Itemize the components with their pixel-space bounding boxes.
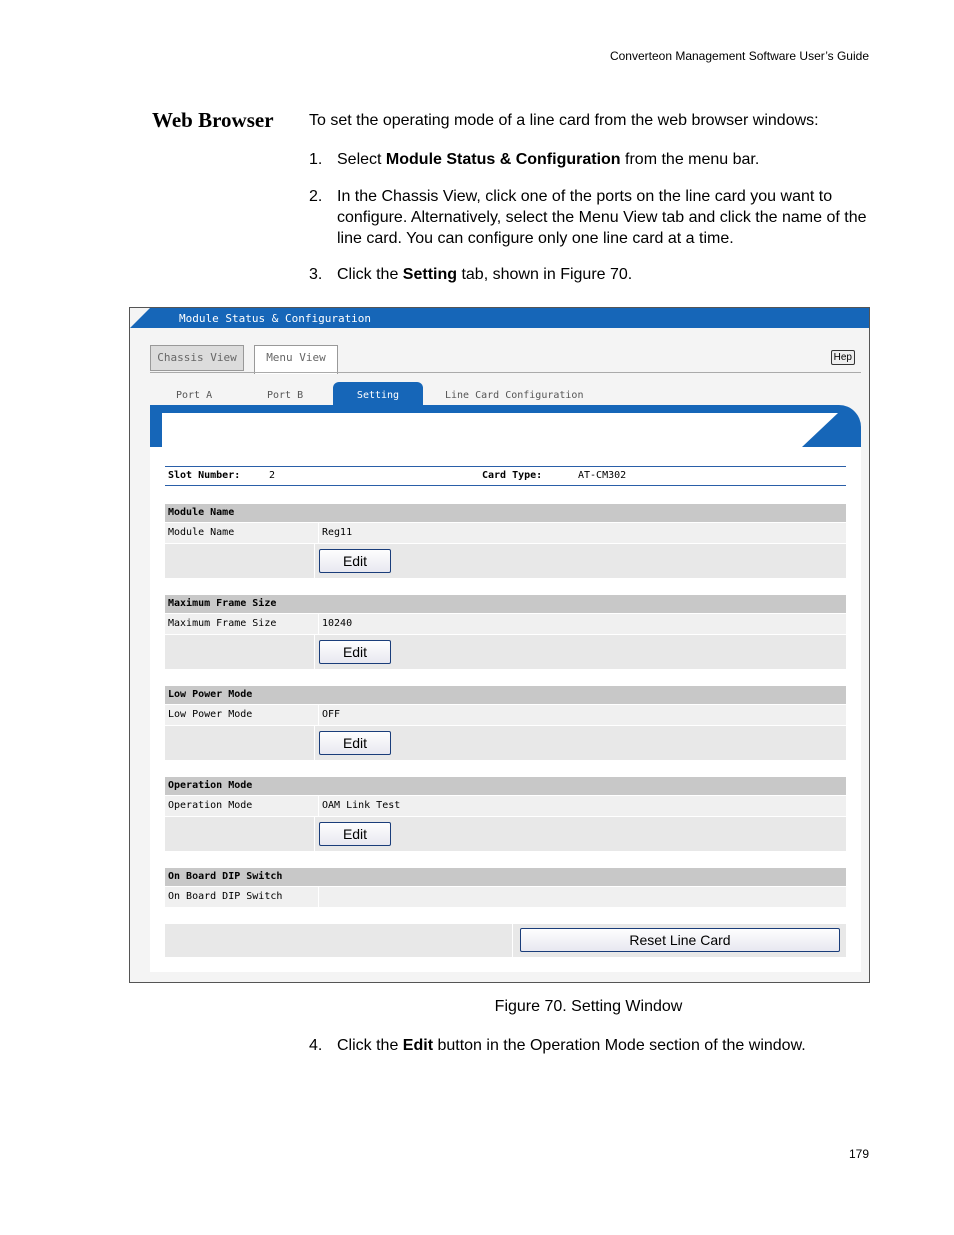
tab-port-a[interactable]: Port A xyxy=(176,390,213,401)
dip-switch-header: On Board DIP Switch xyxy=(165,868,846,886)
max-frame-size-actions xyxy=(165,635,846,669)
tab-chassis-view[interactable]: Chassis View xyxy=(150,345,244,371)
field-value: Reg11 xyxy=(318,523,352,543)
field-label: Operation Mode xyxy=(168,800,253,811)
setting-content xyxy=(150,447,861,972)
field-label: Module Name xyxy=(168,527,235,538)
step-bold: Edit xyxy=(402,1037,434,1054)
edit-max-frame-size-button[interactable]: Edit xyxy=(319,640,391,664)
step-text: In the Chassis View, click one of the ports on the line card you want to configure. Alternatively, select the Menu View tab and click the name of the line card. You can configure only one line card at a time. xyxy=(337,188,867,247)
section-title: Web Browser xyxy=(152,108,274,132)
step-1 xyxy=(309,149,869,170)
module-name-actions xyxy=(165,544,846,578)
field-label: Low Power Mode xyxy=(168,709,253,720)
tab-setting[interactable]: Setting xyxy=(333,382,423,406)
step-2 xyxy=(309,186,869,249)
step-text: Click the xyxy=(337,266,403,283)
max-frame-size-row xyxy=(165,614,846,634)
step-bold: Setting xyxy=(402,266,458,283)
edit-low-power-mode-button[interactable]: Edit xyxy=(319,731,391,755)
field-value: 10240 xyxy=(318,614,352,634)
low-power-mode-header: Low Power Mode xyxy=(165,686,846,704)
operation-mode-header: Operation Mode xyxy=(165,777,846,795)
divider xyxy=(150,372,861,373)
operation-mode-actions xyxy=(165,817,846,851)
card-type-label: Card Type: xyxy=(482,470,543,481)
window-title: Module Status & Configuration xyxy=(179,312,372,325)
step-number: 3. xyxy=(309,266,323,283)
step-text: button in the Operation Mode section of the window. xyxy=(433,1037,806,1054)
card-type-value: AT-CM302 xyxy=(578,470,627,481)
field-value: OAM Link Test xyxy=(318,796,400,816)
window-titlebar xyxy=(150,308,869,328)
tab-panel-top xyxy=(162,413,802,447)
step-number: 2. xyxy=(309,188,323,205)
step-text: Select xyxy=(337,151,386,168)
step-text: Click the xyxy=(337,1037,403,1054)
running-header: Converteon Management Software User’s Guide xyxy=(609,49,869,63)
tab-line-card-configuration[interactable]: Line Card Configuration xyxy=(445,390,584,401)
edit-operation-mode-button[interactable]: Edit xyxy=(319,822,391,846)
field-value xyxy=(318,887,322,907)
module-name-header: Module Name xyxy=(165,504,846,522)
edit-module-name-button[interactable]: Edit xyxy=(319,549,391,573)
step-number: 1. xyxy=(309,151,323,168)
slot-card-row xyxy=(165,466,846,486)
figure-caption: Figure 70. Setting Window xyxy=(494,998,683,1015)
reset-line-card-button[interactable]: Reset Line Card xyxy=(520,928,840,952)
step-text: from the menu bar. xyxy=(620,151,760,168)
slot-number-value: 2 xyxy=(269,470,276,481)
tab-port-b[interactable]: Port B xyxy=(267,390,304,401)
step-number: 4. xyxy=(309,1037,323,1054)
step-4 xyxy=(309,1035,869,1056)
low-power-mode-actions xyxy=(165,726,846,760)
field-label: On Board DIP Switch xyxy=(168,891,283,902)
operation-mode-row xyxy=(165,796,846,816)
page-number: 179 xyxy=(848,1147,869,1161)
step-bold: Module Status & Configuration xyxy=(385,151,621,168)
dip-switch-row xyxy=(165,887,846,907)
max-frame-size-header: Maximum Frame Size xyxy=(165,595,846,613)
low-power-mode-row xyxy=(165,705,846,725)
field-label: Maximum Frame Size xyxy=(168,618,277,629)
reset-bar xyxy=(165,924,846,957)
step-3 xyxy=(309,264,869,285)
tab-menu-view[interactable]: Menu View xyxy=(254,345,338,374)
slot-number-label: Slot Number: xyxy=(168,470,241,481)
intro-text: To set the operating mode of a line card from the web browser windows: xyxy=(309,112,819,129)
help-button[interactable]: Hep xyxy=(831,350,855,365)
setting-window-figure xyxy=(129,307,870,983)
step-text: tab, shown in Figure 70. xyxy=(457,266,633,283)
field-value: OFF xyxy=(318,705,340,725)
module-name-row xyxy=(165,523,846,543)
